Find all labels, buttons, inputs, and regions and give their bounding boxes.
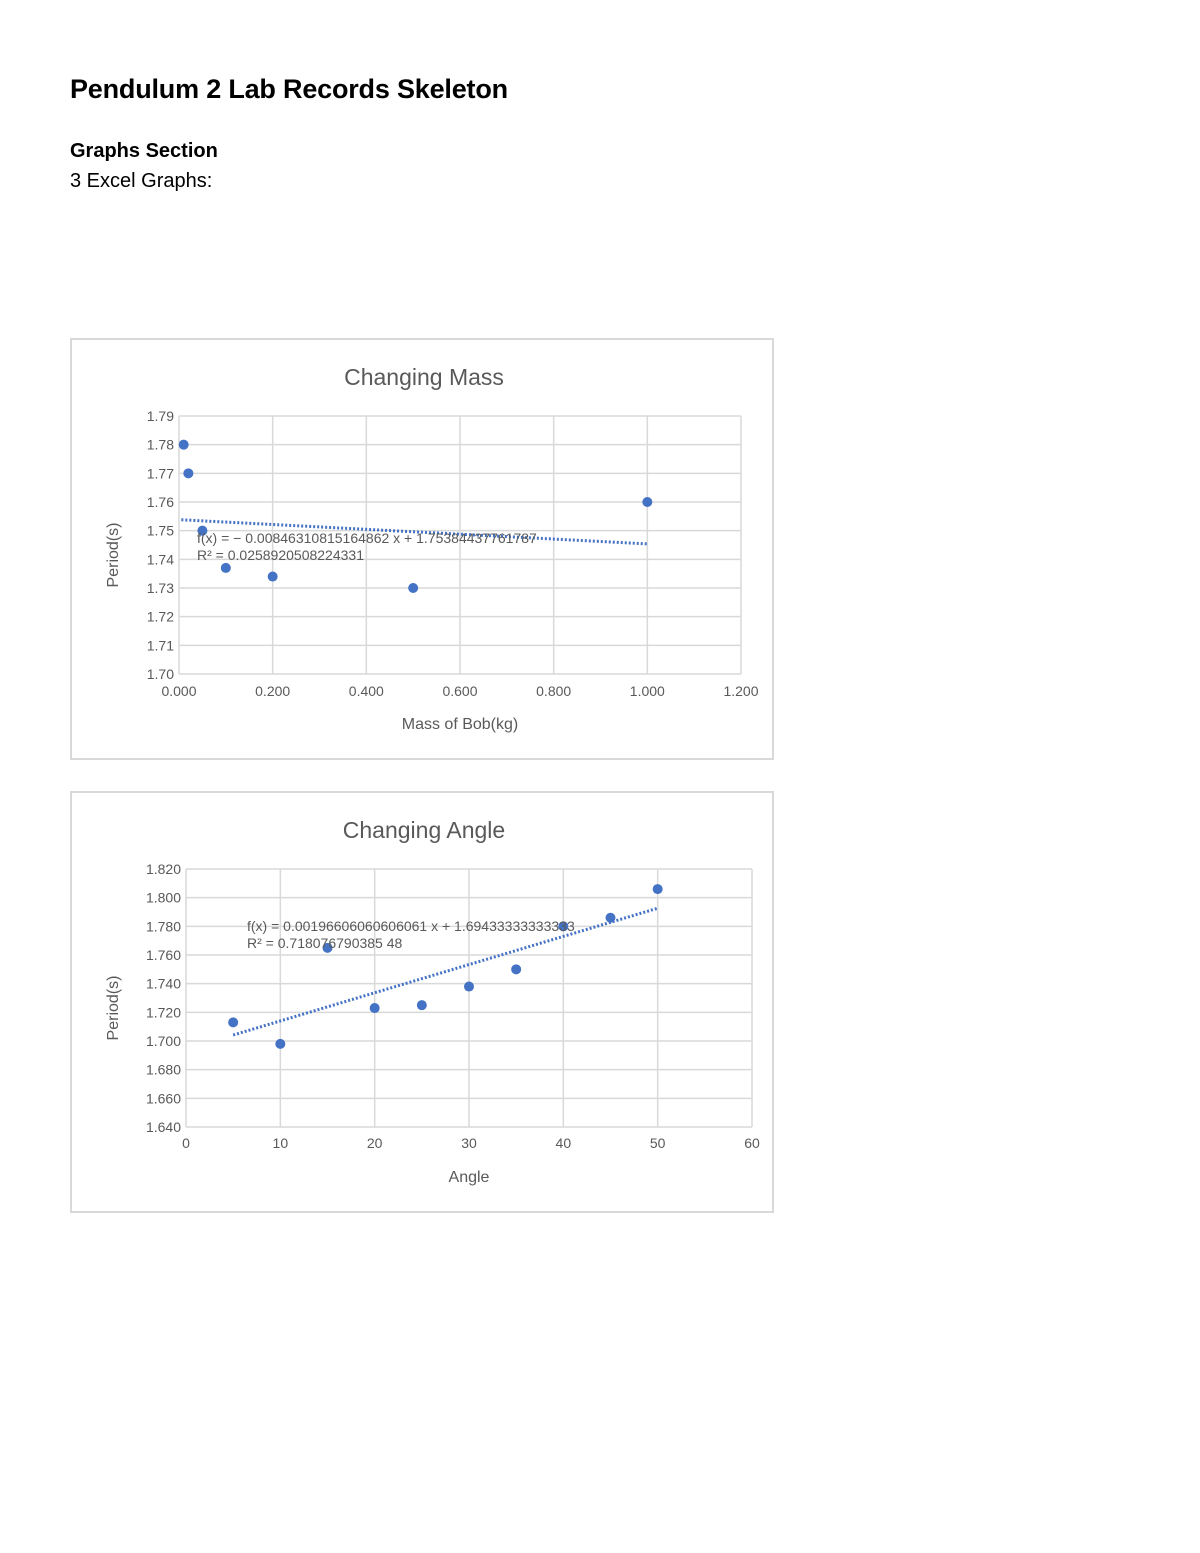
data-point <box>228 1017 238 1027</box>
data-point <box>417 1000 427 1010</box>
y-tick-label: 1.79 <box>146 408 174 424</box>
trendline-r-squared: R² = 0.718076790385 48 <box>247 935 403 951</box>
y-tick-label: 1.74 <box>146 551 174 568</box>
chart-changing-mass <box>70 338 774 760</box>
data-point <box>464 982 474 992</box>
y-tick-label: 1.680 <box>145 1061 181 1078</box>
y-tick-label: 1.640 <box>145 1119 181 1135</box>
x-tick-label: 0 <box>182 1135 190 1151</box>
y-tick-label: 1.720 <box>145 1004 181 1021</box>
data-point <box>221 563 231 573</box>
x-tick-label: 40 <box>555 1135 572 1151</box>
y-tick-label: 1.76 <box>146 494 174 510</box>
x-tick-label: 20 <box>366 1135 383 1151</box>
x-axis-title: Mass of Bob(kg) <box>401 716 519 733</box>
x-tick-label: 60 <box>744 1135 760 1151</box>
document-title: Pendulum 2 Lab Records Skeleton <box>70 74 508 104</box>
x-tick-label: 10 <box>272 1135 289 1151</box>
chart-changing-angle <box>70 791 774 1213</box>
x-axis-title: Angle <box>448 1169 490 1186</box>
chart-changing-angle-svg <box>72 793 772 1211</box>
section-subtitle: 3 Excel Graphs: <box>70 170 213 192</box>
data-point <box>370 1003 380 1013</box>
data-point <box>408 583 418 593</box>
x-tick-label: 0.600 <box>442 683 478 699</box>
chart-changing-mass-svg <box>72 340 772 758</box>
x-tick-label: 1.000 <box>629 683 665 699</box>
y-tick-label: 1.77 <box>146 465 174 482</box>
y-tick-label: 1.700 <box>145 1033 181 1049</box>
data-point <box>183 468 193 478</box>
data-point <box>653 884 663 894</box>
data-point <box>179 440 189 450</box>
y-tick-label: 1.78 <box>146 436 174 453</box>
y-tick-label: 1.780 <box>145 918 181 935</box>
y-tick-label: 1.73 <box>146 580 174 596</box>
data-point <box>606 913 616 923</box>
y-tick-label: 1.72 <box>146 608 174 625</box>
y-tick-label: 1.71 <box>146 637 174 654</box>
x-tick-label: 0.000 <box>161 683 197 699</box>
data-point <box>268 572 278 582</box>
chart-title: Changing Angle <box>342 817 506 843</box>
y-axis-title: Period(s) <box>105 975 122 1041</box>
y-tick-label: 1.800 <box>145 889 181 906</box>
y-tick-label: 1.820 <box>145 861 181 877</box>
trendline-r-squared: R² = 0.0258920508224331 <box>197 547 364 563</box>
y-axis-title: Period(s) <box>105 522 122 588</box>
data-point <box>642 497 652 507</box>
section-heading: Graphs Section <box>70 140 218 162</box>
trendline-equation: f(x) = − 0.00846310815164862 x + 1.75384437761787 <box>197 530 537 546</box>
y-tick-label: 1.75 <box>146 522 174 539</box>
x-tick-label: 0.400 <box>348 683 384 699</box>
y-tick-label: 1.660 <box>145 1090 181 1107</box>
data-point <box>275 1039 285 1049</box>
x-tick-label: 50 <box>649 1135 666 1151</box>
x-tick-label: 30 <box>461 1135 477 1151</box>
x-tick-label: 1.200 <box>723 683 759 699</box>
x-tick-label: 0.200 <box>255 683 291 699</box>
trendline-equation: f(x) = 0.00196606060606061 x + 1.69433333333333 <box>247 918 575 934</box>
y-tick-label: 1.70 <box>146 666 174 682</box>
data-point <box>511 964 521 974</box>
y-tick-label: 1.740 <box>145 975 181 992</box>
chart-title: Changing Mass <box>344 364 504 390</box>
y-tick-label: 1.760 <box>145 947 181 963</box>
x-tick-label: 0.800 <box>536 683 572 699</box>
